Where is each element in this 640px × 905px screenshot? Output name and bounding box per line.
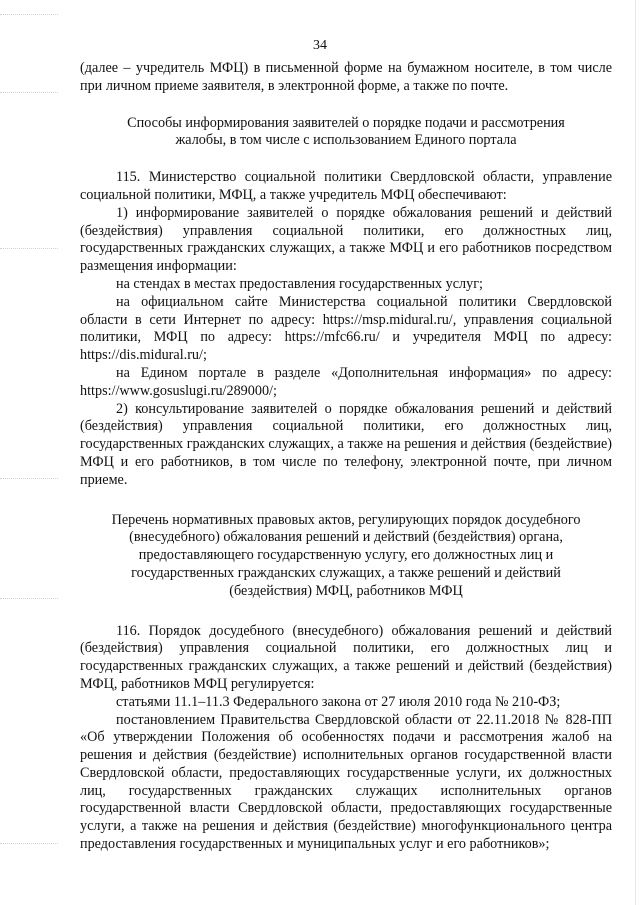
paragraph-116: 116. Порядок досудебного (внесудебного) обжалования решений и действий (бездействия) управления социальной политики, его должностных лиц и государственных гражданских служащих, а также решений и действий (бездействия) МФЦ, работников МФЦ регулируется:: [80, 622, 612, 692]
paragraph-115: 115. Министерство социальной политики Свердловской области, управление социальной политики, МФЦ, а также учредитель МФЦ обеспечивают:: [80, 169, 612, 203]
paragraph-116-law: статьями 11.1–11.3 Федерального закона от 27 июля 2010 года № 210-ФЗ;: [116, 693, 561, 710]
paragraph-115-item-1: 1) информирование заявителей о порядке обжалования решений и действий (бездействия) управления социальной политики, его должностных лиц, государственных гражданских служащих, а также МФЦ и его работников посредством размещения информации:: [80, 204, 612, 275]
margin-scan-mark: [0, 478, 58, 489]
document-body: [80, 60, 612, 854]
paragraph-116-resolution: постановлением Правительства Свердловской области от 22.11.2018 № 828-ПП «Об утверждении Положения об особенностях подачи и рассмотрения жалоб на решения и действия (бездействие) исполнительных органов государственной власти Свердловской области, предоставляющих государственные услуги, их должностных лиц, государственных гражданских служащих исполнительных органов государственной власти Свердловской области, предоставляющих государственные услуги, а также на решения и действия (бездействие) многофункционального центра предоставления государственных и муниципальных услуг и его работников»;: [80, 711, 612, 853]
margin-scan-mark: [0, 92, 58, 103]
paragraph-115-item-1-website: на официальном сайте Министерства социальной политики Свердловской области в сети Интернет по адресу: https://msp.midural.ru/, управления социальной политики, МФЦ по адресу: https://mfc66.ru/ и учредителя МФЦ по адресу: https://dis.midural.ru/;: [80, 293, 612, 364]
page-edge: [635, 0, 636, 905]
margin-scan-mark: [0, 248, 58, 259]
section-heading-legal-acts: Перечень нормативных правовых актов, регулирующих порядок досудебного (внесудебного) обжалования решений и действий (бездействия) органа, предоставляющего государственную услугу, его должностных лиц и государственных гражданских служащих, а также решений и действий (бездействия) МФЦ, работников МФЦ: [111, 511, 581, 599]
page-number: 34: [313, 38, 327, 53]
paragraph-continuation: (далее – учредитель МФЦ) в письменной форме на бумажном носителе, в том числе при личном приеме заявителя, в электронной форме, а также по почте.: [80, 60, 612, 94]
section-heading-informing: Способы информирования заявителей о порядке подачи и рассмотрения жалобы, в том числе с использованием Единого портала: [127, 114, 565, 149]
paragraph-115-item-1-portal: на Едином портале в разделе «Дополнительная информация» по адресу: https://www.gosuslugi.ru/289000/;: [80, 364, 612, 399]
margin-scan-mark: [0, 598, 58, 609]
paragraph-115-item-2: 2) консультирование заявителей о порядке обжалования решений и действий (бездействия) управления социальной политики, его должностных лиц, государственных гражданских служащих, а также на решения и действия (бездействие) МФЦ и его работников, в том числе по телефону, электронной почте, при личном приеме.: [80, 400, 612, 488]
paragraph-115-item-1-stands: на стендах в местах предоставления государственных услуг;: [116, 275, 483, 292]
margin-scan-mark: [0, 843, 58, 854]
margin-scan-mark: [0, 14, 58, 25]
